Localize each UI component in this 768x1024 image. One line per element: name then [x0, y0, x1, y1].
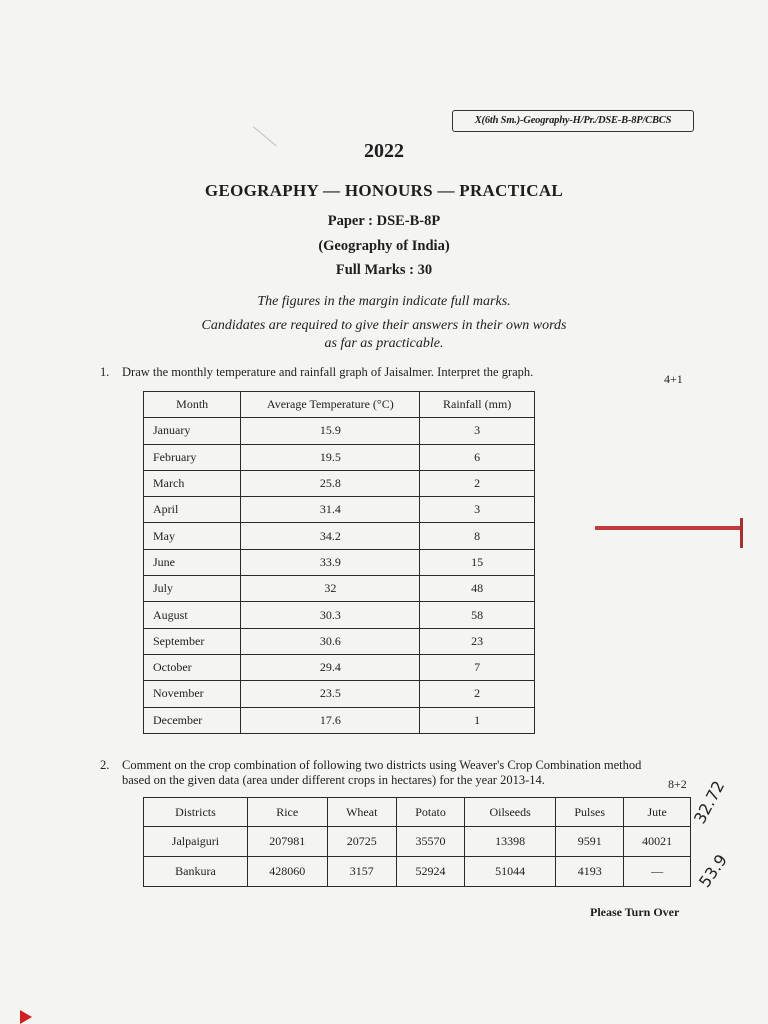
question-2	[100, 758, 700, 788]
table-cell: 40021	[624, 827, 691, 857]
full-marks: Full Marks : 30	[335, 262, 433, 278]
table-row	[144, 707, 535, 733]
table-row	[144, 418, 535, 444]
question-2-text-line-1: Comment on the crop combination of following two districts using Weaver's Crop Combination method	[122, 758, 642, 772]
subject-title: GEOGRAPHY — HONOURS — PRACTICAL	[204, 181, 564, 200]
table-cell: 2	[420, 470, 535, 496]
table-header-row	[144, 798, 691, 827]
table-cell: 48	[420, 576, 535, 602]
table-cell: 3	[420, 418, 535, 444]
table-cell: 4193	[556, 857, 624, 887]
table-cell: July	[144, 576, 241, 602]
table-cell: 33.9	[241, 549, 420, 575]
table-cell: August	[144, 602, 241, 628]
table-cell: 19.5	[241, 444, 420, 470]
table-cell: 3	[420, 497, 535, 523]
crop-area-table	[143, 797, 691, 887]
handwritten-note: 32.72	[690, 777, 729, 827]
table-cell: December	[144, 707, 241, 733]
table-cell: 15	[420, 549, 535, 575]
table-cell: 6	[420, 444, 535, 470]
exam-year: 2022	[364, 140, 404, 162]
table-row	[144, 654, 535, 680]
red-pen-mark	[595, 526, 743, 530]
paper-title: (Geography of India)	[318, 238, 450, 254]
table-cell: 58	[420, 602, 535, 628]
table-cell: 7	[420, 654, 535, 680]
table-cell: February	[144, 444, 241, 470]
table-cell: Jalpaiguri	[144, 827, 248, 857]
column-header-jute: Jute	[624, 798, 691, 827]
table-cell: September	[144, 628, 241, 654]
table-cell: 13398	[465, 827, 556, 857]
instruction-line-2: Candidates are required to give their answers in their own words	[201, 318, 567, 333]
table-cell: —	[624, 857, 691, 887]
instruction-line-3: as far as practicable.	[324, 336, 444, 351]
table-cell: November	[144, 681, 241, 707]
table-row	[144, 628, 535, 654]
table-cell: March	[144, 470, 241, 496]
table-row	[144, 681, 535, 707]
column-header-month: Month	[144, 392, 241, 418]
table-row	[144, 549, 535, 575]
question-2-text-line-2: based on the given data (area under different crops in hectares) for the year 2013-14.	[122, 773, 545, 787]
table-cell: 52924	[397, 857, 465, 887]
table-cell: 30.3	[241, 602, 420, 628]
table-cell: 207981	[247, 827, 327, 857]
table-cell: 30.6	[241, 628, 420, 654]
table-row	[144, 470, 535, 496]
column-header-wheat: Wheat	[327, 798, 396, 827]
table-cell: 20725	[327, 827, 396, 857]
table-cell: 23	[420, 628, 535, 654]
table-row	[144, 602, 535, 628]
table-cell: June	[144, 549, 241, 575]
jaisalmer-climate-table	[143, 391, 535, 734]
table-cell: Bankura	[144, 857, 248, 887]
table-cell: 25.8	[241, 470, 420, 496]
table-cell: 51044	[465, 857, 556, 887]
table-cell: 2	[420, 681, 535, 707]
table-row	[144, 827, 691, 857]
column-header-districts: Districts	[144, 798, 248, 827]
table-cell: 35570	[397, 827, 465, 857]
table-cell: 8	[420, 523, 535, 549]
table-row	[144, 576, 535, 602]
table-cell: January	[144, 418, 241, 444]
table-cell: 3157	[327, 857, 396, 887]
please-turn-over: Please Turn Over	[590, 905, 680, 919]
table-cell: 29.4	[241, 654, 420, 680]
handwritten-note: 53.9	[695, 850, 731, 891]
paper-code-line: Paper : DSE-B-8P	[327, 213, 441, 229]
paper-code: X(6th Sm.)-Geography-H/Pr./DSE-B-8P/CBCS	[452, 110, 694, 132]
question-1	[100, 365, 700, 380]
table-cell: 9591	[556, 827, 624, 857]
column-header-potato: Potato	[397, 798, 465, 827]
column-header-pulses: Pulses	[556, 798, 624, 827]
table-row	[144, 444, 535, 470]
table-cell: 428060	[247, 857, 327, 887]
column-header-temperature: Average Temperature (°C)	[241, 392, 420, 418]
table-cell: 32	[241, 576, 420, 602]
table-row	[144, 523, 535, 549]
table-row	[144, 497, 535, 523]
table-cell: 31.4	[241, 497, 420, 523]
instruction-line-1: The figures in the margin indicate full marks.	[257, 294, 511, 309]
table-cell: October	[144, 654, 241, 680]
red-pen-tick	[740, 518, 743, 548]
column-header-oilseeds: Oilseeds	[465, 798, 556, 827]
question-1-text: Draw the monthly temperature and rainfall graph of Jaisalmer. Interpret the graph.	[122, 365, 534, 379]
question-1-marks: 4+1	[664, 372, 683, 386]
table-cell: 23.5	[241, 681, 420, 707]
question-2-marks: 8+2	[668, 777, 687, 791]
table-cell: May	[144, 523, 241, 549]
table-cell: 34.2	[241, 523, 420, 549]
table-header-row	[144, 392, 535, 418]
question-1-number: 1.	[100, 365, 110, 379]
table-cell: 17.6	[241, 707, 420, 733]
table-cell: April	[144, 497, 241, 523]
red-corner-mark	[20, 1010, 32, 1024]
column-header-rainfall: Rainfall (mm)	[420, 392, 535, 418]
question-2-number: 2.	[100, 758, 110, 772]
table-cell: 15.9	[241, 418, 420, 444]
column-header-rice: Rice	[247, 798, 327, 827]
table-row	[144, 857, 691, 887]
table-cell: 1	[420, 707, 535, 733]
